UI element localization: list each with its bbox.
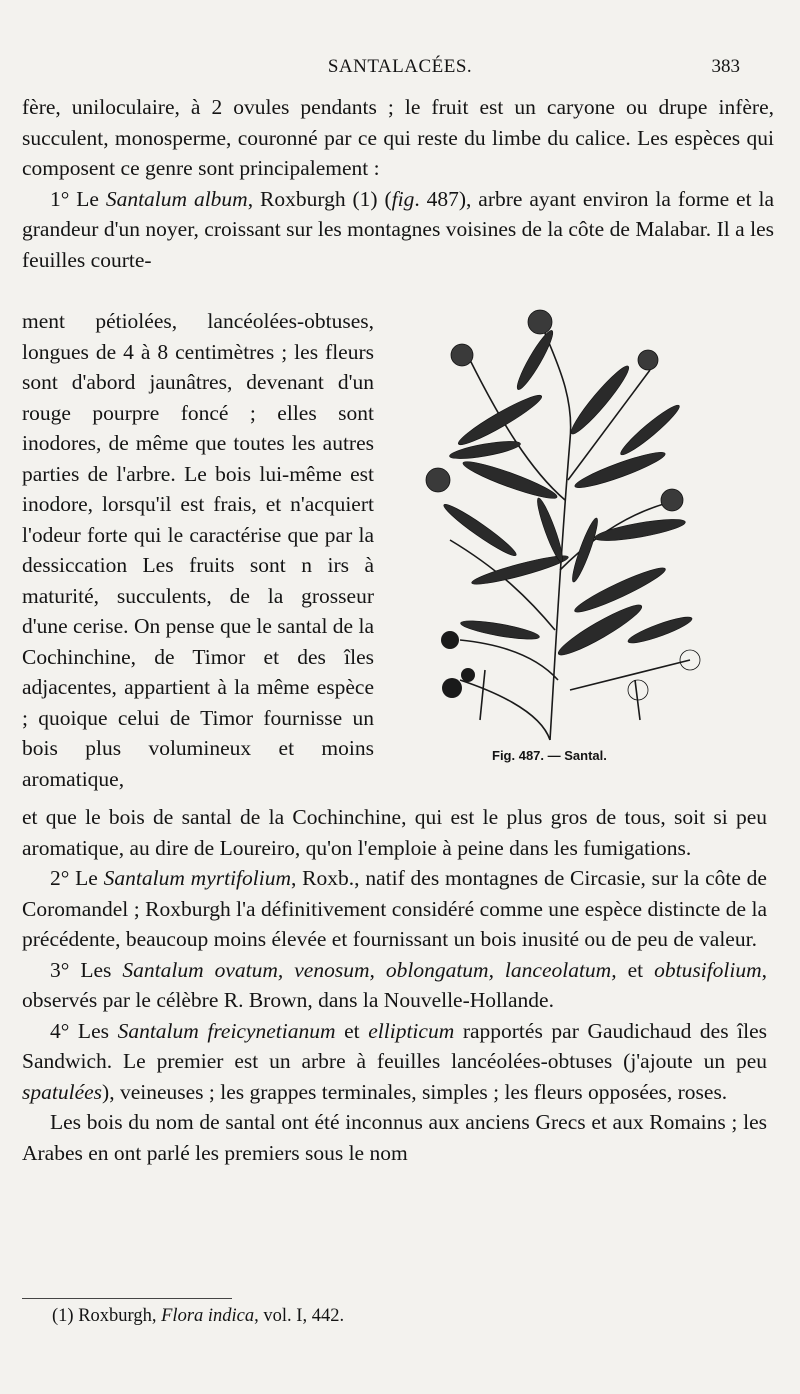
text-span: ), veineuses ; les grappes terminales, simples ; les fleurs opposées, roses.	[102, 1079, 728, 1104]
figure-caption: Fig. 487. — Santal.	[492, 748, 607, 763]
paragraph-4	[22, 955, 767, 1016]
species-name: Santalum ovatum, venosum, oblongatum, lanceolatum,	[122, 957, 617, 982]
footnote-text: (1) Roxburgh,	[52, 1306, 162, 1326]
text-span: , observés par le célèbre R. Brown, dans la Nouvelle-Hollande.	[22, 957, 767, 1012]
santal-branch-illustration	[390, 300, 720, 750]
figure-487	[390, 300, 720, 770]
text-span: et	[335, 1018, 369, 1043]
species-name: Santalum myrtifolium	[103, 866, 291, 890]
paragraph-2-end: et que le bois de santal de la Cochinchine, qui est le plus gros de tous, soit si peu aromatique, au dire de Loureiro, qu'on l'emploie à peine dans les fumigations.	[22, 805, 767, 860]
body-text-bottom	[22, 802, 767, 1168]
page-number: 383	[711, 56, 740, 77]
body-text-narrow	[22, 306, 374, 794]
species-name: Santalum album	[105, 186, 248, 211]
text-span: , Roxburgh (1) (	[247, 186, 392, 211]
emphasis: spatulées	[22, 1079, 103, 1104]
item-number: 4° Les	[50, 1018, 118, 1043]
paragraph-2-start	[22, 184, 774, 276]
running-title: SANTALACÉES.	[327, 56, 473, 77]
paragraph-1: fère, uniloculaire, à 2 ovules pendants ; le fruit est un caryone ou drupe infère, succulent, monosperme, couronné par ce qui reste du limbe du calice. Les espèces qui composent ce genre sont principalement :	[22, 95, 774, 180]
text-span: , Roxb., natif des montagnes de Circasie, sur la côte de Coromandel ; Roxburgh l'a définitivement considéré comme une espèce distincte de la précédente, beaucoup moins élevée et fournissant un bois inusité ou de peu de valeur.	[22, 866, 767, 951]
footnote-text: , vol. I, 442.	[254, 1306, 345, 1326]
fig-ref: fig	[391, 186, 415, 211]
footnote	[52, 1306, 344, 1327]
item-number: 1° Le	[50, 186, 106, 211]
paragraph-2-narrow: ment pétiolées, lancéolées-obtuses, longues de 4 à 8 centimètres ; les fleurs sont d'abord jaunâtres, devenant d'un rouge pourpre foncé ; elles sont inodores, de même que toutes les autres parties de l'arbre. Le bois lui-même est inodore, lorsqu'il est frais, et n'acquiert l'odeur forte qui le caractérise que par la dessiccation Les fruits sont n irs à maturité, succulents, de la grosseur d'une cerise. On pense que le santal de la Cochinchine, de Timor et des îles adjacentes, appartient à la même espèce ; quoique celui de Timor fournisse un bois plus volumineux et moins aromatique,	[22, 309, 374, 791]
footnote-divider	[22, 1298, 232, 1299]
paragraph-6: Les bois du nom de santal ont été inconnus aux anciens Grecs et aux Romains ; les Arabes en ont parlé les premiers sous le nom	[22, 1110, 767, 1165]
species-name: obtusifolium	[654, 957, 762, 982]
text-span: et	[616, 957, 655, 982]
item-number: 3° Les	[50, 957, 123, 982]
text-span: . 487), arbre ayant environ la forme et la grandeur d'un noyer, croissant sur les montagnes voisines de la côte de Malabar. Il a les feuilles courte-	[22, 186, 774, 272]
paragraph-5	[22, 1016, 767, 1108]
text-span: rapportés par Gaudichaud des îles Sandwich. Le premier est un arbre à feuilles lancéolées-obtuses (j'ajoute un peu	[22, 1018, 768, 1073]
body-text-top	[22, 92, 774, 275]
species-name: Santalum freicynetianum	[117, 1018, 336, 1043]
species-name: ellipticum	[368, 1018, 455, 1043]
item-number: 2° Le	[50, 866, 104, 890]
footnote-title: Flora indica	[161, 1306, 255, 1326]
running-header	[30, 56, 770, 86]
paragraph-3	[22, 863, 767, 955]
